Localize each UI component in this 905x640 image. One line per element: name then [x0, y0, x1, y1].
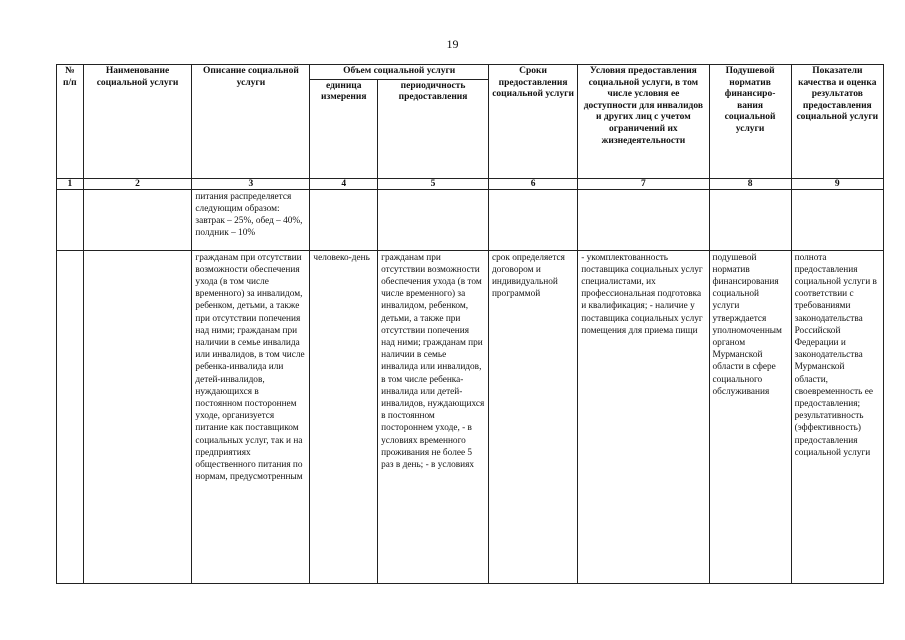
column-number: 8 — [709, 178, 791, 189]
cell-description: питания распределяется следующим образом: завтрак – 25%, обед – 40%, полдник – 10% — [192, 189, 310, 250]
cell-name — [83, 189, 192, 250]
cell-periodicity — [378, 189, 489, 250]
cell-conditions — [578, 189, 709, 250]
cell-unit — [310, 189, 378, 250]
column-number: 2 — [83, 178, 192, 189]
cell-indicators: полнота предоставления социальной услуги в соответствии с требованиями законодательства Российской Федерации и законодательства Мурманской области, своевременность ее предоставления; результативность (эффективность) предоставления социальной услуги — [791, 250, 883, 583]
cell-terms — [488, 189, 577, 250]
column-number: 5 — [378, 178, 489, 189]
column-number: 1 — [57, 178, 84, 189]
cell-description: гражданам при отсутствии возможности обеспечения ухода (в том числе временного) за инвалидом, ребенком, детьми, а также при отсутствии попечения над ними; гражданам при наличии в семье инвалида или инвалидов, в том числе ребенка-инвалида или детей-инвалидов, нуждающихся в постоянном постороннем уходе, организуется питание как поставщиком социальных услуг, так и на предприятиях общественного питания по нормам, предусмотренным — [192, 250, 310, 583]
cell-indicators — [791, 189, 883, 250]
cell-conditions: - укомплектованность поставщика социальных услуг специалистами, их профессиональная подготовка и квалификация; - наличие у поставщика социальных услуг помещения для приема пищи — [578, 250, 709, 583]
header-description: Описание социальной услуги — [192, 65, 310, 179]
column-number: 6 — [488, 178, 577, 189]
cell-norm — [709, 189, 791, 250]
cell-num — [57, 189, 84, 250]
column-numbers-row — [57, 178, 884, 189]
header-indicators: Показатели качества и оценка результатов предоставления социальной услуги — [791, 65, 883, 179]
cell-unit: человеко-день — [310, 250, 378, 583]
cell-norm: подушевой норматив финансирования социальной услуги утверждается уполномоченным органом Мурманской области в сфере социального обслуживания — [709, 250, 791, 583]
header-norm: Подушевой норматив финансиро-вания социальной услуги — [709, 65, 791, 179]
header-volume: Объем социальной услуги — [310, 65, 489, 80]
header-name: Наименование социальной услуги — [83, 65, 192, 179]
cell-num — [57, 250, 84, 583]
cell-name — [83, 250, 192, 583]
cell-periodicity: гражданам при отсутствии возможности обеспечения ухода (в том числе временного) за инвалидом, ребенком, детьми, а также при отсутствии попечения над ними; гражданам при наличии в семье инвалида или инвалидов, в том числе ребенка-инвалида или детей-инвалидов, нуждающихся в постоянном постороннем уходе, - в условиях временного проживания не более 5 раз в день; - в условиях — [378, 250, 489, 583]
column-number: 9 — [791, 178, 883, 189]
header-num: № п/п — [57, 65, 84, 179]
services-table — [56, 64, 884, 584]
page-number: 19 — [446, 37, 459, 51]
header-unit: единица измерения — [310, 79, 378, 178]
header-periodicity: периодичность предоставления — [378, 79, 489, 178]
header-row — [57, 65, 884, 80]
table-row — [57, 250, 884, 583]
column-number: 3 — [192, 178, 310, 189]
header-conditions: Условия предоставления социальной услуги, в том числе условия ее доступности для инвалидов и других лиц с учетом ограничений их жизнедеятельности — [578, 65, 709, 179]
column-number: 7 — [578, 178, 709, 189]
table-row — [57, 189, 884, 250]
column-number: 4 — [310, 178, 378, 189]
header-terms: Сроки предоставления социальной услуги — [488, 65, 577, 179]
cell-terms: срок определяется договором и индивидуальной программой — [488, 250, 577, 583]
